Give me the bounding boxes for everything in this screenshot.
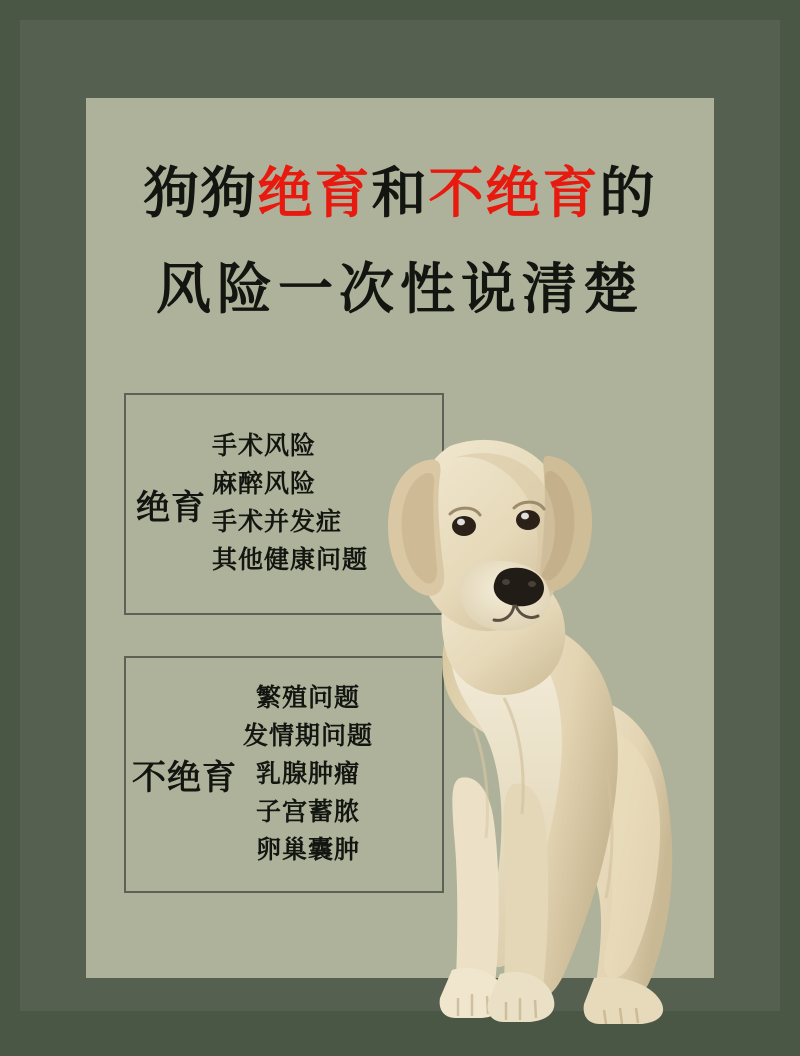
title-text-2: 和 <box>371 163 429 224</box>
list-item: 子宫蓄脓 <box>256 798 361 826</box>
title-line-2: 风险一次性说清楚 <box>155 259 644 320</box>
title-line-1 <box>86 146 714 242</box>
title-text-1: 狗狗 <box>143 163 258 224</box>
poster-card <box>86 98 714 978</box>
title-highlight-1: 绝育 <box>257 163 372 224</box>
section-spayed-list <box>206 428 368 580</box>
section-spayed-label: 绝育 <box>136 489 206 527</box>
list-item: 繁殖问题 <box>256 684 361 712</box>
list-item: 卵巢囊肿 <box>256 836 361 864</box>
list-item: 手术风险 <box>212 433 317 460</box>
section-intact-list <box>237 680 373 870</box>
section-intact-label: 不绝育 <box>132 760 237 797</box>
list-item: 其他健康问题 <box>212 547 369 574</box>
list-item: 乳腺肿瘤 <box>256 760 361 788</box>
list-item: 麻醉风险 <box>212 471 317 498</box>
labrador-puppy-photo <box>354 398 714 1056</box>
title-highlight-2: 不绝育 <box>428 163 600 224</box>
poster-background <box>20 20 780 1011</box>
page-title <box>86 146 714 338</box>
list-item: 手术并发症 <box>212 509 343 536</box>
list-item: 发情期问题 <box>243 722 374 750</box>
title-text-3: 的 <box>599 163 657 224</box>
